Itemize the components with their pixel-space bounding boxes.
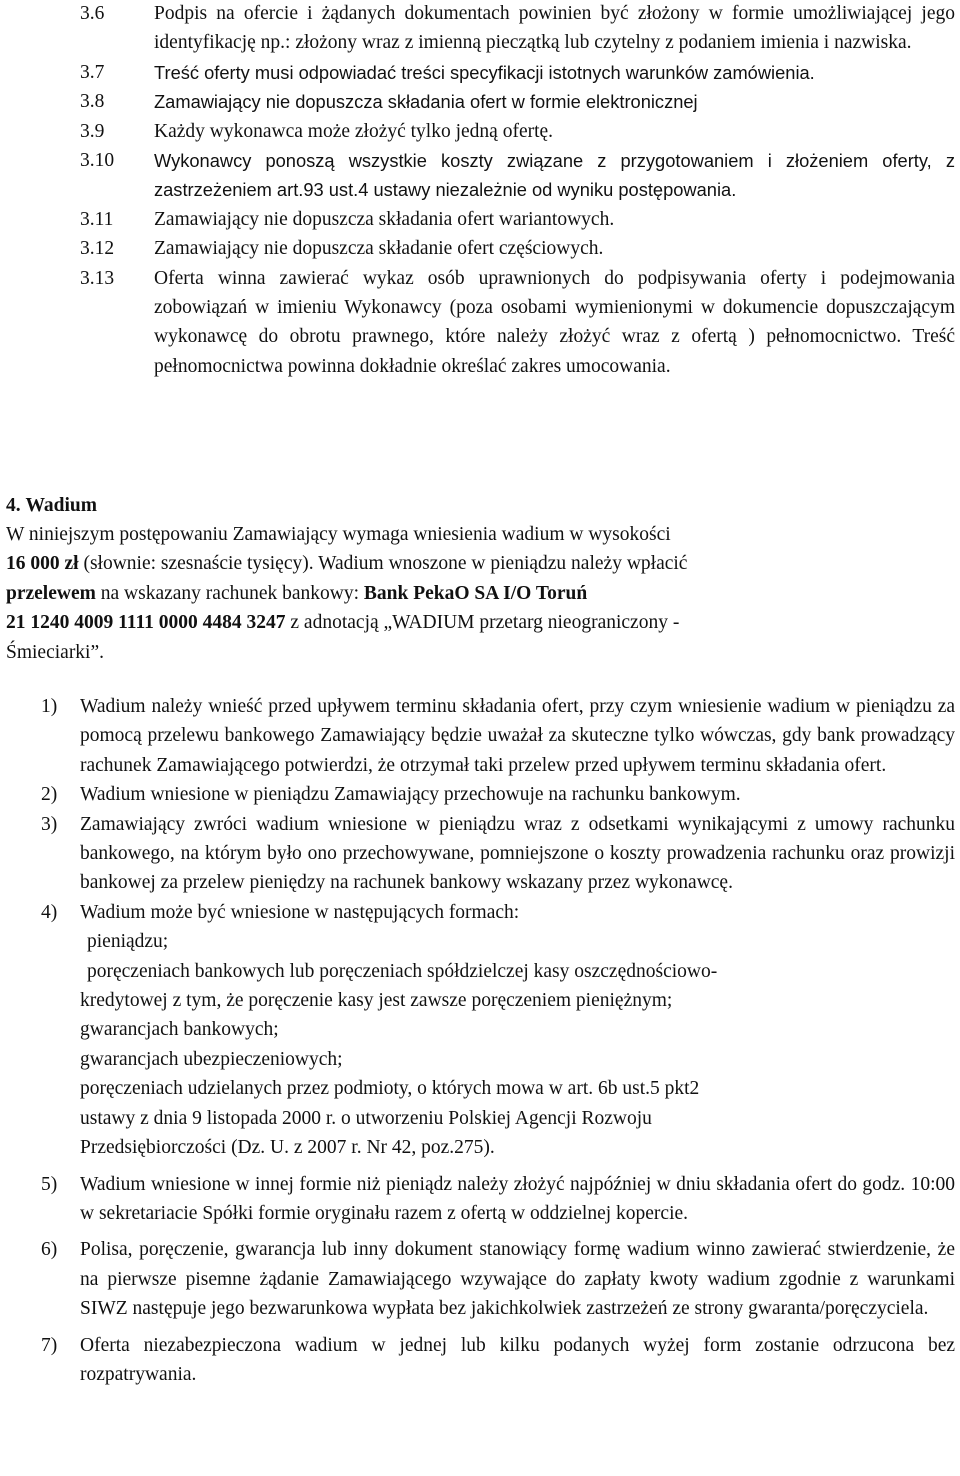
clause-3-7	[80, 58, 955, 87]
clause-text: Oferta winna zawierać wykaz osób uprawnionych do podpisywania oferty i podejmowania zobowiązań w imieniu Wykonawcy (poza osobami wymienionymi w dokumencie dopuszczającym wykonawcę do obrotu prawnego, które należy złożyć wraz z ofertą ) pełnomocnictwo. Treść pełnomocnictwa powinna dokładnie określać zakres umocowania.	[154, 267, 955, 377]
form-item: poręczeniach udzielanych przez podmioty, o których mowa w art. 6b ust.5 pkt2	[80, 1078, 700, 1100]
clause-text: Zamawiający nie dopuszcza składanie ofert częściowych.	[154, 238, 604, 260]
wadium-item-1	[41, 692, 955, 780]
form-item: Przedsiębiorczości (Dz. U. z 2007 r. Nr 42, poz.275).	[80, 1137, 495, 1159]
intro-text: z adnotacją „WADIUM przetarg nieograniczony -	[285, 612, 680, 634]
clause-3-13	[80, 264, 955, 382]
item-text: Wadium wniesione w innej formie niż pieniądz należy złożyć najpóźniej w dniu składania ofert do godz. 10:00 w sekretariacie Spółki formie oryginału razem z ofertą w oddzielnej kopercie.	[80, 1173, 955, 1224]
clause-number: 3.13	[80, 267, 115, 289]
item-number: 2)	[41, 784, 58, 806]
item-text: Wadium należy wnieść przed upływem terminu składania ofert, przy czym wniesienie wadium w pieniądzu za pomocą przelewu bankowego Zamawiający będzie uważał za skuteczne tylko wówczas, gdy bank prowadzący rachunek Zamawiającego potwierdzi, że otrzymał taki przelew przed upływem terminu składania ofert.	[80, 696, 955, 776]
intro-line	[6, 608, 890, 637]
bank-name: Bank PekaO SA I/O Toruń	[363, 582, 588, 604]
wadium-item-3	[41, 810, 955, 898]
form-item: ustawy z dnia 9 listopada 2000 r. o utworzeniu Polskiej Agencji Rozwoju	[80, 1107, 652, 1129]
item-number: 4)	[41, 901, 58, 923]
clause-3-8	[80, 87, 955, 116]
clause-text: Podpis na ofercie i żądanych dokumentach powinien być złożony w formie umożliwiającej jego identyfikację np.: złożony wraz z imienną pieczątką lub czytelny z podaniem imienia i nazwiska.	[154, 3, 955, 54]
intro-line	[6, 579, 890, 608]
wadium-item-6	[41, 1235, 955, 1323]
section-4-heading	[6, 491, 97, 520]
bank-account-number: 21 1240 4009 1111 0000 4484 3247	[6, 612, 286, 634]
form-item: gwarancjach ubezpieczeniowych;	[80, 1048, 343, 1070]
wadium-numbered-list	[41, 692, 955, 1389]
intro-line	[6, 549, 890, 578]
clause-3-10	[80, 146, 955, 205]
item-text: Oferta niezabezpieczona wadium w jednej lub kilku podanych wyżej form zostanie odrzucona bez rozpatrywania.	[80, 1334, 955, 1385]
intro-line: Śmieciarki”.	[6, 641, 105, 663]
clause-number: 3.6	[80, 3, 105, 24]
clause-3-12	[80, 234, 955, 263]
section-title: Wadium	[25, 495, 98, 516]
clause-text: Zamawiający nie dopuszcza składania ofert wariantowych.	[154, 208, 615, 230]
clause-text: Każdy wykonawca może złożyć tylko jedną ofertę.	[154, 120, 554, 142]
item-number: 3)	[41, 813, 58, 835]
form-item: gwarancjach bankowych;	[80, 1019, 279, 1041]
wadium-item-7	[41, 1331, 955, 1390]
item-text: Polisa, poręczenie, gwarancja lub inny dokument stanowiący formę wadium winno zawierać stwierdzenie, że na pierwsze pisemne żądanie Zamawiającego wzywające do zapłaty kwoty wadium zgodnie z warunkami SIWZ następuje jego bezwarunkowa wypłata bez jakichkolwiek zastrzeżeń ze strony gwaranta/poręczyciela.	[80, 1239, 955, 1320]
wadium-item-2	[41, 780, 955, 809]
wadium-item-4	[41, 898, 955, 1163]
intro-text: (słownie: szesnaście tysięcy). Wadium wnoszone w pieniądzu należy wpłacić	[78, 553, 688, 575]
clause-number: 3.9	[80, 120, 105, 142]
item-number: 1)	[41, 696, 58, 717]
item-number: 7)	[41, 1334, 58, 1356]
wadium-forms-list	[80, 927, 955, 1162]
form-item: pieniądzu;	[87, 931, 169, 953]
wadium-amount: 16 000 zł	[6, 553, 79, 575]
form-item: poręczeniach bankowych lub poręczeniach spółdzielczej kasy oszczędnościowo-	[87, 960, 718, 982]
intro-line: W niniejszym postępowaniu Zamawiający wymaga wniesienia wadium w wysokości	[6, 524, 671, 545]
clause-number: 3.10	[80, 150, 115, 172]
clause-text: Zamawiający nie dopuszcza składania ofert w formie elektronicznej	[154, 91, 698, 113]
item-number: 6)	[41, 1239, 58, 1261]
section-number: 4.	[6, 495, 21, 516]
clause-number: 3.8	[80, 91, 105, 113]
wadium-item-5	[41, 1170, 955, 1229]
clause-3-6	[80, 0, 955, 58]
item-text: Wadium wniesione w pieniądzu Zamawiający przechowuje na rachunku bankowym.	[80, 784, 741, 806]
item-text: Zamawiający zwróci wadium wniesione w pieniądzu wraz z odsetkami wynikającymi z umowy rachunku bankowego, na którym było ono przechowywane, pomniejszone o koszty prowadzenia rachunku oraz prowizji bankowej za przelew pieniędzy na rachunek bankowy wskazany przez wykonawcę.	[80, 813, 955, 894]
clause-number: 3.12	[80, 238, 115, 260]
transfer-word: przelewem	[6, 582, 96, 604]
clause-text: Wykonawcy ponoszą wszystkie koszty związane z przygotowaniem i złożeniem oferty, z zastrzeżeniem art.93 ust.4 ustawy niezależnie od wyniku postępowania.	[154, 150, 955, 201]
wadium-intro-paragraph	[6, 520, 890, 667]
clause-3-11	[80, 205, 955, 234]
clause-3-9	[80, 117, 955, 146]
item-number: 5)	[41, 1173, 58, 1195]
clause-text: Treść oferty musi odpowiadać treści specyfikacji istotnych warunków zamówienia.	[154, 61, 815, 83]
intro-text: na wskazany rachunek bankowy:	[95, 582, 364, 604]
section-3-list	[80, 0, 955, 381]
form-item: kredytowej z tym, że poręczenie kasy jest zawsze poręczeniem pieniężnym;	[80, 990, 673, 1012]
clause-number: 3.7	[80, 61, 105, 83]
clause-number: 3.11	[80, 208, 114, 230]
item-text: Wadium może być wniesione w następujących formach:	[80, 901, 520, 923]
